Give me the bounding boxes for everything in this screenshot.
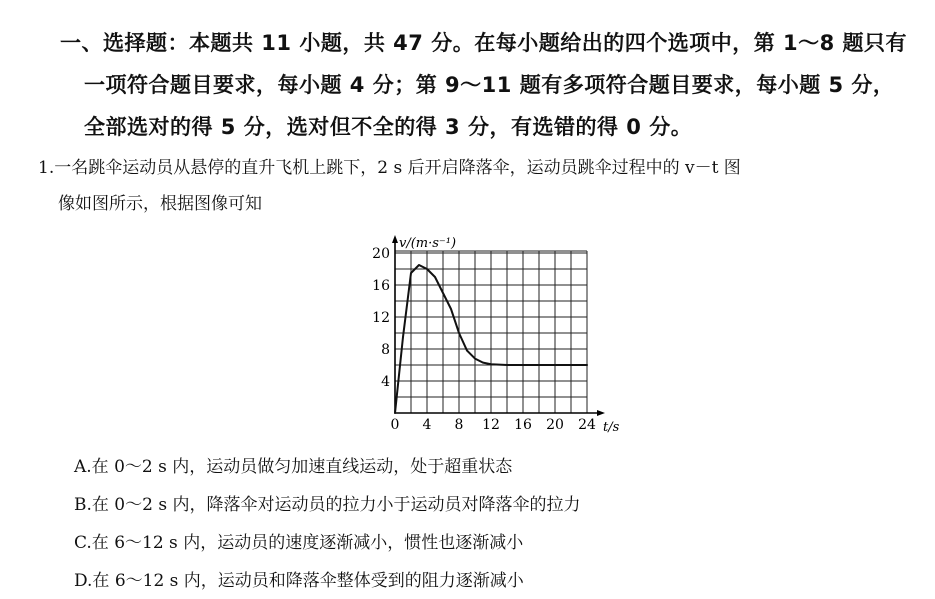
x-tick-label: 4 [422, 417, 432, 433]
question-stem-line: 1.一名跳伞运动员从悬停的直升飞机上跳下，2 s 后开启降落伞，运动员跳伞过程中的 v－t 图 [38, 158, 741, 178]
x-tick-label: 20 [546, 417, 564, 433]
question-stem [38, 150, 918, 222]
tick-layer [372, 246, 596, 433]
x-tick-label: 12 [482, 417, 500, 433]
question-stem-line: 像如图所示，根据图像可知 [58, 194, 262, 214]
section-header [60, 22, 920, 148]
section-header-line: 一、选择题：本题共 11 小题，共 47 分。在每小题给出的四个选项中，第 1～8 题只有 [60, 31, 908, 55]
option-a[interactable]: A.在 0～2 s 内，运动员做匀加速直线运动，处于超重状态 [74, 457, 513, 477]
y-tick-label: 16 [372, 278, 390, 294]
y-tick-label: 8 [381, 342, 390, 358]
grid-layer [395, 251, 587, 413]
y-tick-label: 20 [372, 246, 390, 262]
y-tick-label: 4 [381, 374, 390, 390]
x-axis-arrow [597, 410, 605, 416]
vt-graph-svg [355, 223, 625, 443]
y-axis-label: v/(m·s⁻¹) [399, 236, 457, 251]
x-axis-label: t/s [603, 420, 620, 435]
option-c[interactable]: C.在 6～12 s 内，运动员的速度逐渐减小，惯性也逐渐减小 [74, 533, 524, 553]
x-tick-label: 8 [454, 417, 464, 433]
x-tick-label: 24 [578, 417, 596, 433]
axis-layer [392, 235, 620, 435]
x-tick-label: 16 [514, 417, 532, 433]
y-axis-arrow [392, 235, 398, 243]
section-header-line: 一项符合题目要求，每小题 4 分；第 9～11 题有多项符合题目要求，每小题 5 分， [84, 73, 895, 97]
section-header-line: 全部选对的得 5 分，选对但不全的得 3 分，有选错的得 0 分。 [84, 115, 693, 139]
x-tick-label: 0 [390, 417, 400, 433]
option-b[interactable]: B.在 0～2 s 内，降落伞对运动员的拉力小于运动员对降落伞的拉力 [74, 495, 581, 515]
vt-graph [355, 223, 625, 443]
y-tick-label: 12 [372, 310, 390, 326]
option-d[interactable]: D.在 6～12 s 内，运动员和降落伞整体受到的阻力逐渐减小 [74, 571, 524, 591]
